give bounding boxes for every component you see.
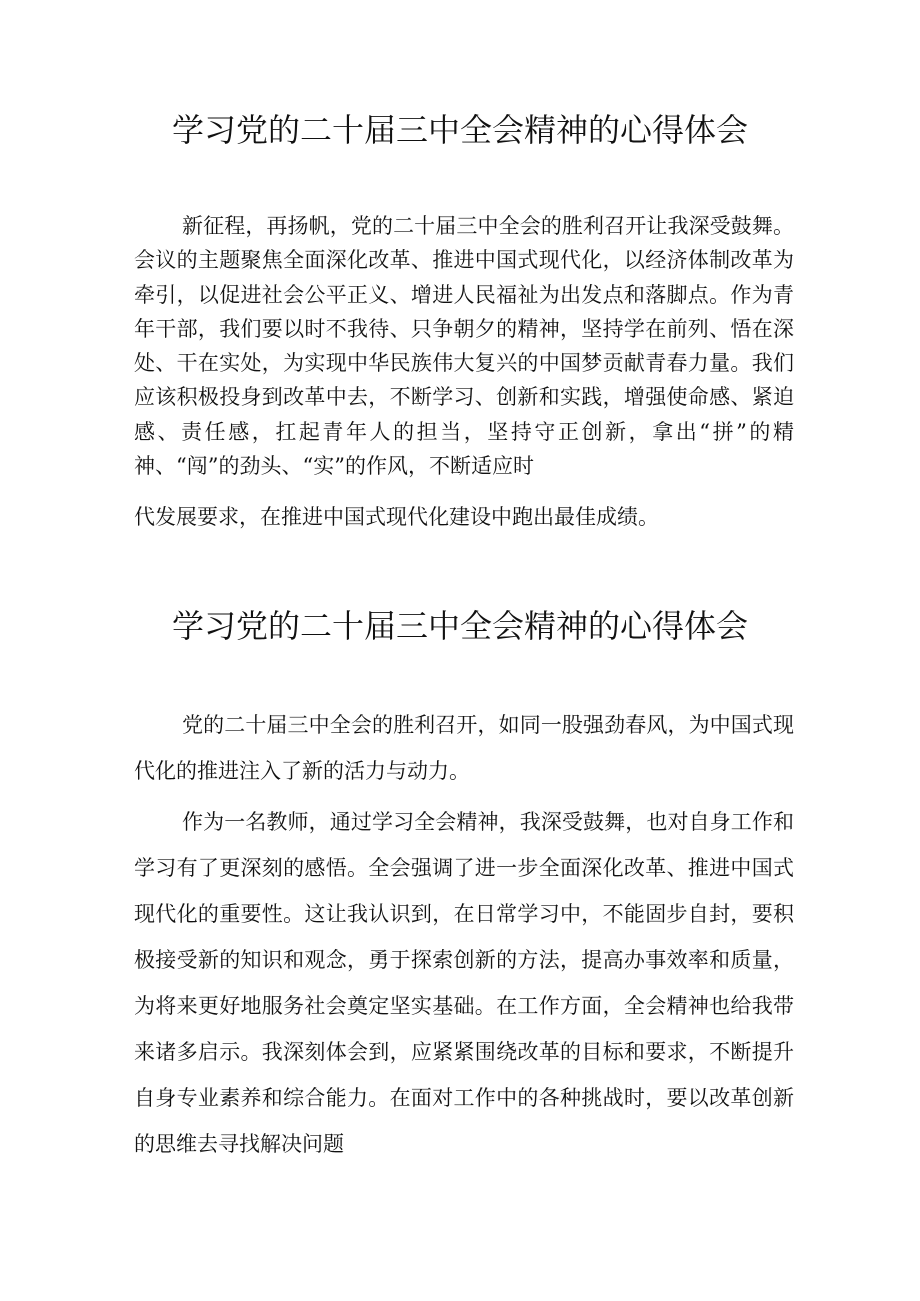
section-1-paragraph-1: 新征程，再扬帆，党的二十届三中全会的胜利召开让我深受鼓舞。会议的主题聚焦全面深化改革、推进中国式现代化，以经济体制改革为牵引，以促进社会公平正义、增进人民福祉为出发点和落脚点。作为青年干部，我们要以时不我待、只争朝夕的精神，坚持学在前列、悟在深处、干在实处，为实现中华民族伟大复兴的中国梦贡献青春力量。我们应该积极投身到改革中去，不断学习、创新和实践，增强使命感、紧迫感、责任感，扛起青年人的担当，坚持守正创新，拿出“拼”的精神、“闯”的劲头、“实”的作风，不断适应时 (134, 214, 794, 479)
section-2-paragraph-1: 党的二十届三中全会的胜利召开，如同一股强劲春风，为中国式现代化的推进注入了新的活力与动力。 (134, 713, 794, 783)
section-2-title: 学习党的二十届三中全会精神的心得体会 (171, 607, 748, 645)
section-1-title: 学习党的二十届三中全会精神的心得体会 (171, 111, 748, 149)
section-1-paragraph-1-continued: 代发展要求，在推进中国式现代化建设中跑出最佳成绩。 (134, 505, 659, 529)
section-2-paragraph-2: 作为一名教师，通过学习全会精神，我深受鼓舞，也对自身工作和学习有了更深刻的感悟。全会强调了进一步全面深化改革、推进中国式现代化的重要性。这让我认识到，在日常学习中，不能固步自封，要积极接受新的知识和观念，勇于探索创新的方法，提高办事效率和质量，为将来更好地服务社会奠定坚实基础。在工作方面，全会精神也给我带来诸多启示。我深刻体会到，应紧紧围绕改革的目标和要求，不断提升自身专业素养和综合能力。在面对工作中的各种挑战时，要以改革创新的思维去寻找解决问题 (134, 810, 794, 1156)
